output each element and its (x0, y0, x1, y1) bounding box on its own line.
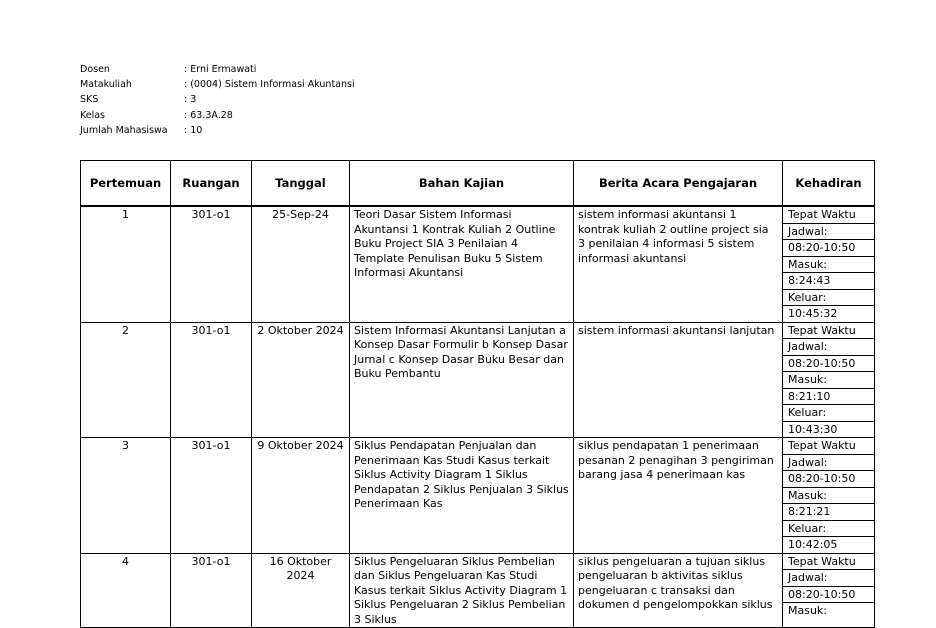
info-row-kelas (80, 108, 355, 123)
attendance-in-label: Masuk: (788, 604, 828, 617)
info-row-dosen (80, 62, 355, 77)
cell-berita-acara: siklus pendapatan 1 penerimaan pesanan 2 penagihan 3 pengiriman barang jasa 4 penerimaan kas (574, 438, 783, 554)
attendance-schedule: 08:20-10:50 (783, 356, 874, 373)
attendance-list (783, 323, 874, 438)
cell-pertemuan: 4 (81, 553, 171, 628)
attendance-in-label: Masuk: (783, 488, 874, 505)
info-value: : (0004) Sistem Informasi Akuntansi (184, 79, 355, 91)
info-row-sks (80, 92, 355, 107)
info-label: SKS (80, 94, 99, 106)
cell-kehadiran (783, 206, 875, 322)
attendance-out-time: 10:42:05 (788, 538, 838, 551)
attendance-in-label: Masuk: (783, 257, 874, 274)
info-value: : 63.3A.28 (184, 109, 233, 121)
header-tanggal: Tanggal (252, 161, 350, 207)
attendance-schedule: 08:20-10:50 (783, 240, 874, 257)
cell-tanggal: 25-Sep-24 (252, 206, 350, 322)
table-row (81, 322, 875, 438)
attendance-out-time: 10:45:32 (788, 307, 838, 320)
info-value: : 3 (184, 94, 197, 106)
cell-tanggal: 2 Oktober 2024 (252, 322, 350, 438)
header-kehadiran: Kehadiran (783, 161, 875, 207)
cell-pertemuan: 2 (81, 322, 171, 438)
cell-kehadiran (783, 553, 875, 628)
attendance-in-label: Masuk: (783, 372, 874, 389)
header-ruangan: Ruangan (171, 161, 252, 207)
cell-kehadiran (783, 322, 875, 438)
cell-ruangan: 301-o1 (171, 438, 252, 554)
attendance-status: Tepat Waktu (783, 438, 874, 455)
cell-berita-acara: sistem informasi akuntansi 1 kontrak kuliah 2 outline project sia 3 penilaian 4 informasi 5 sistem informasi akuntansi (574, 206, 783, 322)
info-row-jumlah-mahasiswa (80, 123, 355, 138)
attendance-schedule-label: Jadwal: (783, 224, 874, 241)
attendance-status: Tepat Waktu (783, 207, 874, 224)
info-label: Kelas (80, 109, 106, 121)
info-label: Jumlah Mahasiswa (80, 124, 168, 136)
cell-berita-acara: sistem informasi akuntansi lanjutan (574, 322, 783, 438)
attendance-schedule-label: Jadwal: (783, 570, 874, 587)
attendance-schedule-label: Jadwal: (783, 339, 874, 356)
cell-ruangan: 301-o1 (171, 322, 252, 438)
attendance-out-label: Keluar: (783, 405, 874, 422)
header-pertemuan: Pertemuan (81, 161, 171, 207)
attendance-out-label: Keluar: (783, 290, 874, 307)
cell-pertemuan: 3 (81, 438, 171, 554)
cell-kehadiran (783, 438, 875, 554)
cell-pertemuan: 1 (81, 206, 171, 322)
attendance-table (80, 160, 875, 628)
cell-ruangan: 301-o1 (171, 553, 252, 628)
course-info (80, 62, 355, 138)
attendance-schedule-label: Jadwal: (783, 455, 874, 472)
info-row-matakuliah (80, 77, 355, 92)
info-label: Matakuliah (80, 79, 132, 91)
table-header-row (81, 161, 875, 207)
cell-bahan-kajian: Siklus Pengeluaran Siklus Pembelian dan Siklus Pengeluaran Kas Studi Kasus terkait Siklus Activity Diagram 1 Siklus Pengeluaran 2 Siklus Pembelian 3 Siklus (350, 553, 574, 628)
cell-bahan-kajian: Siklus Pendapatan Penjualan dan Penerimaan Kas Studi Kasus terkait Siklus Activity Diagram 1 Siklus Pendapatan 2 Siklus Penjualan 3 Siklus Penerimaan Kas (350, 438, 574, 554)
cell-tanggal: 9 Oktober 2024 (252, 438, 350, 554)
attendance-schedule: 08:20-10:50 (783, 587, 874, 604)
table-row (81, 206, 875, 322)
info-label: Dosen (80, 64, 110, 75)
attendance-list (783, 207, 874, 322)
attendance-schedule: 08:20-10:50 (783, 471, 874, 488)
attendance-in-time: 8:24:43 (783, 273, 874, 290)
cell-tanggal: 16 Oktober 2024 (252, 553, 350, 628)
cell-bahan-kajian: Sistem Informasi Akuntansi Lanjutan a Konsep Dasar Formulir b Konsep Dasar Jurnal c Konsep Dasar Buku Besar dan Buku Pembantu (350, 322, 574, 438)
table-row (81, 553, 875, 628)
attendance-list (783, 438, 874, 553)
cell-bahan-kajian: Teori Dasar Sistem Informasi Akuntansi 1 Kontrak Kuliah 2 Outline Buku Project SIA 3 Penilaian 4 Template Penulisan Buku 5 Sistem Informasi Akuntansi (350, 206, 574, 322)
attendance-list (783, 554, 874, 619)
attendance-in-time: 8:21:21 (783, 504, 874, 521)
header-bahan-kajian: Bahan Kajian (350, 161, 574, 207)
cell-ruangan: 301-o1 (171, 206, 252, 322)
attendance-status: Tepat Waktu (783, 554, 874, 571)
header-berita-acara: Berita Acara Pengajaran (574, 161, 783, 207)
cell-berita-acara: siklus pengeluaran a tujuan siklus pengeluaran b aktivitas siklus pengeluaran c transaksi dan dokumen d pengelompokkan siklus (574, 553, 783, 628)
attendance-status: Tepat Waktu (783, 323, 874, 340)
attendance-out-time: 10:43:30 (788, 422, 838, 436)
table-row (81, 438, 875, 554)
info-value: : 10 (184, 124, 203, 136)
attendance-out-label: Keluar: (783, 521, 874, 538)
info-value: : Erni Ermawati (184, 64, 257, 75)
attendance-in-time: 8:21:10 (783, 389, 874, 406)
